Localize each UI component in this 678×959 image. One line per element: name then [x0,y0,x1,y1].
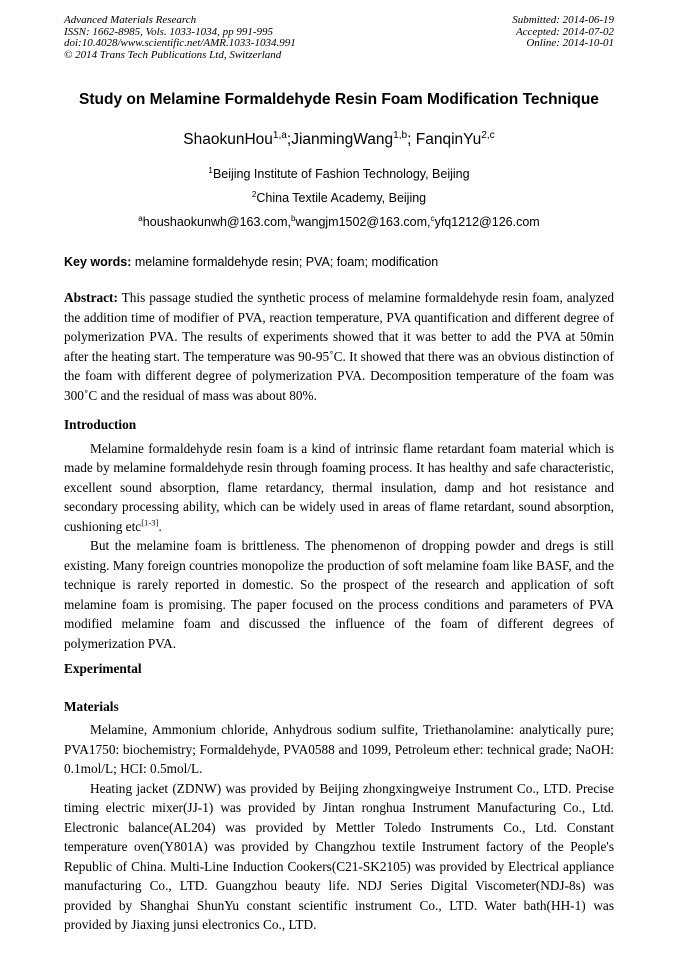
email: yfq1212@126.com [434,215,540,229]
authors [0,131,678,149]
affiliation-sup: 2 [251,189,257,199]
abstract-text: This passage studied the synthetic process of melamine formaldehyde resin foam, analyzed the addition time of modifier of PVA, reaction temperature, PVA quantification and different degree of polymerization PVA. The results of experiments showed that it was better to add the PVA at 50min after the heating start. The temperature was 90-95˚C. It showed that there was an obvious distinction of the foam with different degree of polymerization PVA. Decomposition temperature of the foam was 300˚C and the residual of mass was about 80%. [64,290,614,403]
introduction-section [64,415,614,653]
author-sup: 2,c [481,129,495,141]
materials-section [64,697,614,935]
author-name: ShaokunHou [183,131,273,148]
accepted-date: Accepted: 2014-07-02 [515,25,614,38]
email-sup: b [291,213,296,223]
email-sup: c [430,213,435,223]
dates-info [512,15,614,50]
emails [0,215,678,229]
paper-title: Study on Melamine Formaldehyde Resin Foam Modification Technique [79,91,599,108]
paper-body [64,288,614,935]
experimental-section [64,659,614,679]
affiliation-text: China Textile Academy, Beijing [256,191,427,205]
email-sup: a [138,213,143,223]
introduction-heading: Introduction [64,417,137,432]
issn: ISSN: 1662-8985, Vols. 1033-1034, pp 991-995 [64,25,273,38]
abstract-label: Abstract: [64,290,118,305]
author-sep: ; [407,131,416,148]
submitted-date: Submitted: 2014-06-19 [512,14,614,26]
citation: [1-3] [141,517,159,528]
materials-heading: Materials [64,698,119,714]
email: houshaokunwh@163.com, [142,215,291,229]
affiliation-sup: 1 [208,165,213,175]
keywords-text: melamine formaldehyde resin; PVA; foam; modification [131,255,439,269]
email: wangjm1502@163.com, [295,215,431,229]
abstract [64,288,614,405]
affiliation-text: Beijing Institute of Fashion Technology, Beijing [212,167,470,181]
author-sup: 1,a [272,129,287,141]
affiliation-2 [0,191,678,205]
copyright: © 2014 Trans Tech Publications Ltd, Switzerland [64,48,282,61]
journal-info [64,15,296,61]
author-name: JianmingWang [291,131,394,148]
affiliation-1 [0,167,678,181]
online-date: Online: 2014-10-01 [526,37,614,49]
keywords [64,255,438,269]
keywords-label: Key words: [64,255,132,269]
intro-p1-end: . [158,518,162,534]
author-sep: ; [286,131,292,148]
intro-paragraph-2: But the melamine foam is brittleness. The phenomenon of dropping powder and dregs is still existing. Many foreign countries monopolize the production of soft melamine foam like BASF, and the technique is rarely reported in domestic. So the prospect of the research and application of soft melamine foam is promising. The paper focused on the process conditions and parameters of PVA modified melamine foam and discussed the influence of the foam of different degrees of polymerization PVA. [64,538,614,651]
journal-name: Advanced Materials Research [64,14,197,26]
intro-p1-text: Melamine formaldehyde resin foam is a kind of intrinsic flame retardant foam material which is made by melamine formaldehyde resin through foaming process. It has healthy and safe characteristic, excellent sound absorption, flame retardancy, thermal insulation, damp and hot resistance and secondary processing ability, which can be widely used in areas of flame retardant, sound absorption, cushioning etc [64,440,614,534]
intro-paragraph-1 [64,439,614,537]
materials-paragraph-2: Heating jacket (ZDNW) was provided by Beijing zhongxingweiye Instrument Co., LTD. Precise timing electric mixer(JJ-1) was provided by Jintan ronghua Instrument Manufacturing Co., Ltd. Electronic balance(AL204) was provided by Mettler Toledo Instruments Co., Ltd. Constant temperature oven(Y801A) was provided by Changzhou textile Instrument factory of the People's Republic of China. Multi-Line Induction Cookers(C21-SK2105) was provided by Electrical appliance manufacturing Co., LTD. Guangzhou beauty life. NDJ Series Digital Viscometer(NDJ-8s) was provided by Shanghai ShunYu constant scientific instrument Co., LTD. Water bath(HH-1) was provided by Jiaxing junsi electronics Co., LTD. [64,780,614,932]
doi: doi:10.4028/www.scientific.net/AMR.1033-1034.991 [64,37,296,49]
author-sup: 1,b [393,129,408,141]
materials-paragraph-1: Melamine, Ammonium chloride, Anhydrous sodium sulfite, Triethanolamine: analytically pure; PVA1750: biochemistry; Formaldehyde, PVA0588 and 1099, Petroleum ether: technical grade; NaOH: 0.1mol/L; HCI: 0.5mol/L. [64,722,614,776]
experimental-heading: Experimental [64,661,142,676]
author-name: FanqinYu [415,131,482,148]
